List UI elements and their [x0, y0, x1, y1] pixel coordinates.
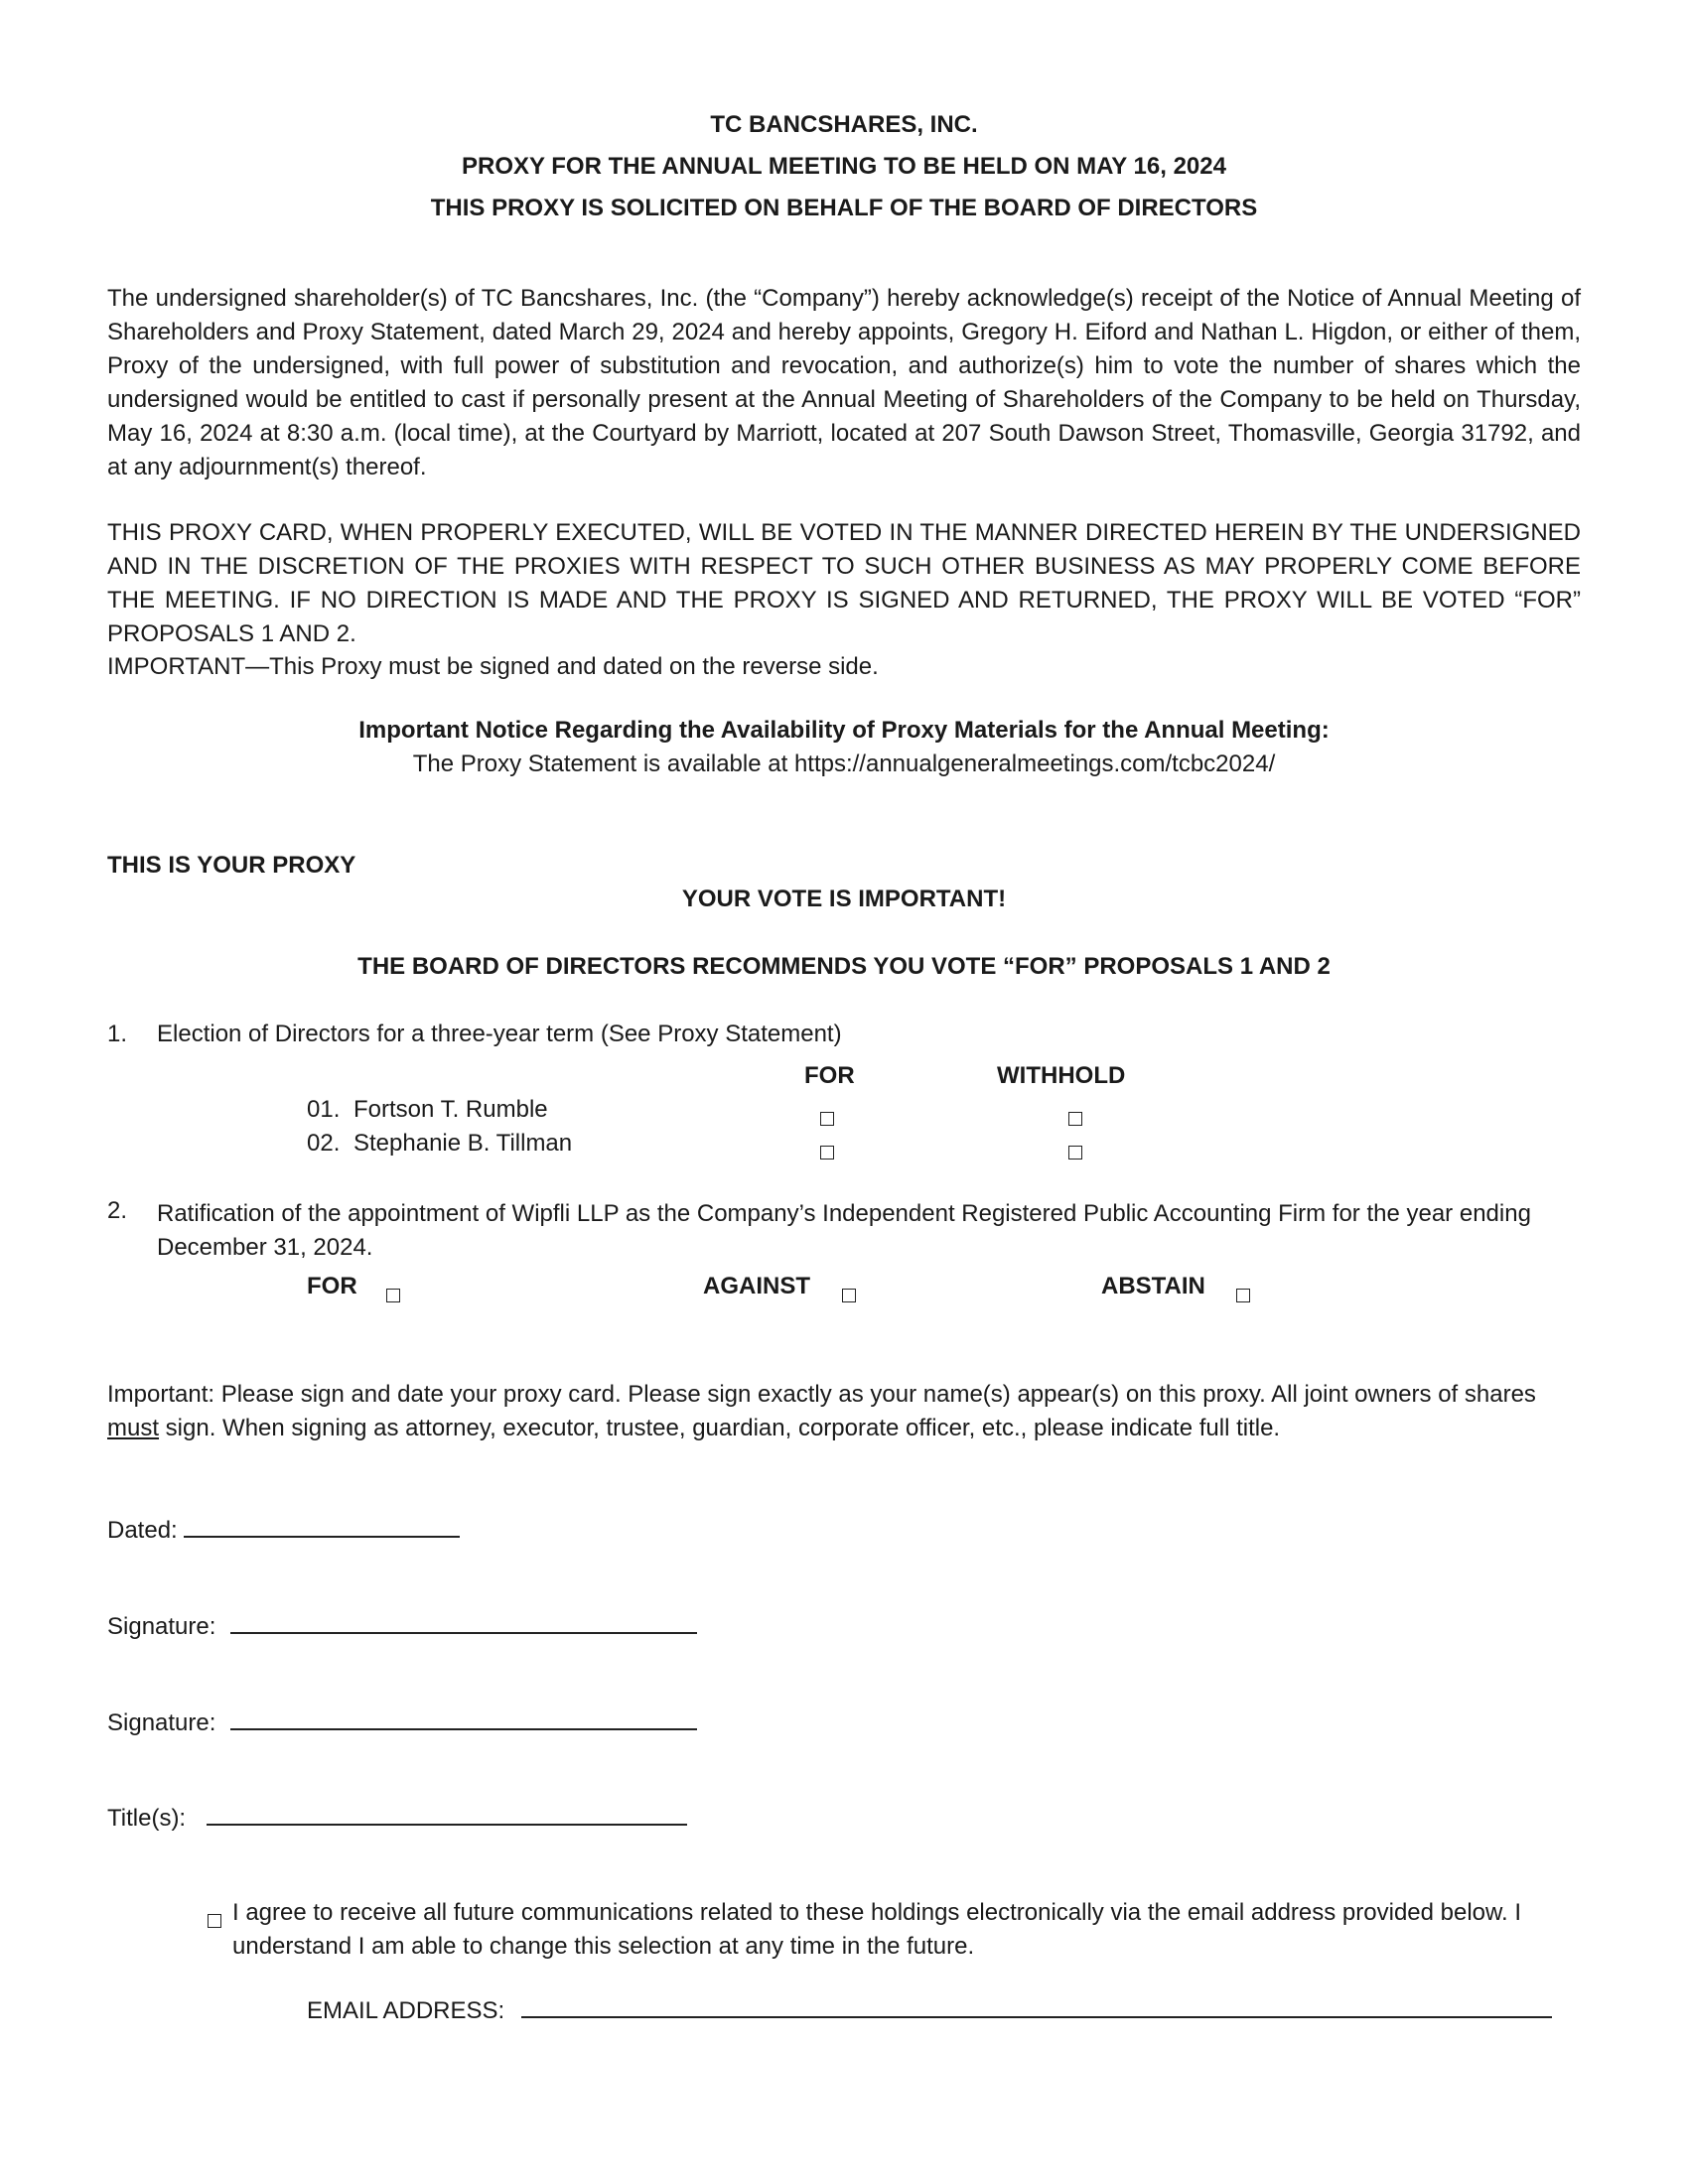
proposal-2-text: Ratification of the appointment of Wipfli LLP as the Company’s Independent Registered Public Accounting Firm for the year ending December 31, 2024.: [157, 1200, 1531, 1261]
electronic-consent-text: I agree to receive all future communications related to these holdings electronically via the email address provided below. I understand I am able to change this selection at any time in the future.: [232, 1899, 1522, 1960]
nominee-2-for-checkbox[interactable]: [820, 1138, 834, 1165]
proposal-2-for-label: FOR: [307, 1273, 357, 1299]
titles-label: Title(s):: [107, 1805, 187, 1832]
nominee-1-name: Fortson T. Rumble: [353, 1096, 548, 1123]
meeting-title: PROXY FOR THE ANNUAL MEETING TO BE HELD ON MAY 16, 2024: [462, 153, 1226, 180]
email-label: EMAIL ADDRESS:: [307, 1997, 505, 2024]
signature-2-label: Signature:: [107, 1709, 216, 1736]
signature-2-field: [107, 1709, 697, 1737]
proposal-1-number: 1.: [107, 1021, 128, 1047]
company-name: TC BANCSHARES, INC.: [710, 111, 978, 138]
column-header-withhold: WITHHOLD: [997, 1062, 1126, 1089]
electronic-consent-checkbox[interactable]: [208, 1906, 221, 1934]
important-reverse-note: IMPORTANT—This Proxy must be signed and dated on the reverse side.: [107, 653, 879, 680]
dated-label: Dated:: [107, 1517, 178, 1544]
proposal-2-for-checkbox[interactable]: [386, 1281, 400, 1308]
proposal-2-number: 2.: [107, 1197, 128, 1224]
proposal-2-abstain-label: ABSTAIN: [1101, 1273, 1205, 1299]
signing-instructions-must: must: [107, 1415, 160, 1441]
nominee-1-for-checkbox[interactable]: [820, 1104, 834, 1132]
email-field: [307, 1997, 1552, 2025]
intro-paragraph: The undersigned shareholder(s) of TC Bancshares, Inc. (the “Company”) hereby acknowledge(s) receipt of the Notice of Annual Meeting of Shareholders and Proxy Statement, dated March 29, 2024 and hereby appoints, Gregory H. Eiford and Nathan L. Higdon, or either of them, Proxy of the undersigned, with full power of substitution and revocation, and authorize(s) him to vote the number of shares which the undersigned would be entitled to cast if personally present at the Annual Meeting of Shareholders of the Company to be held on Thursday, May 16, 2024 at 8:30 a.m. (local time), at the Courtyard by Marriott, located at 207 South Dawson Street, Thomasville, Georgia 31792, and at any adjournment(s) thereof.: [107, 285, 1581, 480]
voting-instructions-paragraph: THIS PROXY CARD, WHEN PROPERLY EXECUTED, WILL BE VOTED IN THE MANNER DIRECTED HEREIN BY THE UNDERSIGNED AND IN THE DISCRETION OF THE PROXIES WITH RESPECT TO SUCH OTHER BUSINESS AS MAY PROPERLY COME BEFORE THE MEETING. IF NO DIRECTION IS MADE AND THE PROXY IS SIGNED AND RETURNED, THE PROXY WILL BE VOTED “FOR” PROPOSALS 1 AND 2.: [107, 519, 1581, 647]
nominee-2-number: 02.: [307, 1130, 341, 1157]
column-header-for: FOR: [804, 1062, 855, 1089]
signature-1-input-line[interactable]: [230, 1632, 697, 1634]
solicitation-line: THIS PROXY IS SOLICITED ON BEHALF OF THE BOARD OF DIRECTORS: [430, 195, 1258, 221]
proposal-1-text: Election of Directors for a three-year term (See Proxy Statement): [157, 1021, 842, 1047]
nominee-1-withhold-checkbox[interactable]: [1068, 1104, 1082, 1132]
signing-instructions-after: sign. When signing as attorney, executor, trustee, guardian, corporate officer, etc., please indicate full title.: [159, 1415, 1281, 1441]
nominee-1-number: 01.: [307, 1096, 341, 1123]
proposal-2-abstain-checkbox[interactable]: [1236, 1281, 1250, 1308]
nominee-2-name: Stephanie B. Tillman: [353, 1130, 573, 1157]
dated-field: [107, 1517, 460, 1545]
signature-2-input-line[interactable]: [230, 1728, 697, 1730]
dated-input-line[interactable]: [184, 1536, 460, 1538]
titles-field: [107, 1805, 687, 1833]
signature-1-label: Signature:: [107, 1613, 216, 1640]
board-recommendation: THE BOARD OF DIRECTORS RECOMMENDS YOU VOTE “FOR” PROPOSALS 1 AND 2: [357, 953, 1331, 980]
signing-instructions: [107, 1378, 1581, 1445]
this-is-your-proxy: THIS IS YOUR PROXY: [107, 852, 356, 879]
titles-input-line[interactable]: [207, 1824, 687, 1826]
email-input-line[interactable]: [521, 2016, 1552, 2018]
signing-instructions-before: Important: Please sign and date your proxy card. Please sign exactly as your name(s) appear(s) on this proxy. All joint owners of shares: [107, 1381, 1536, 1408]
nominee-2-withhold-checkbox[interactable]: [1068, 1138, 1082, 1165]
proposal-2-against-label: AGAINST: [703, 1273, 810, 1299]
your-vote-important: YOUR VOTE IS IMPORTANT!: [681, 886, 1007, 912]
signature-1-field: [107, 1613, 697, 1641]
proposal-2-against-checkbox[interactable]: [842, 1281, 856, 1308]
notice-title: Important Notice Regarding the Availability of Proxy Materials for the Annual Meeting:: [358, 717, 1330, 744]
notice-body: The Proxy Statement is available at https://annualgeneralmeetings.com/tcbc2024/: [412, 751, 1276, 777]
